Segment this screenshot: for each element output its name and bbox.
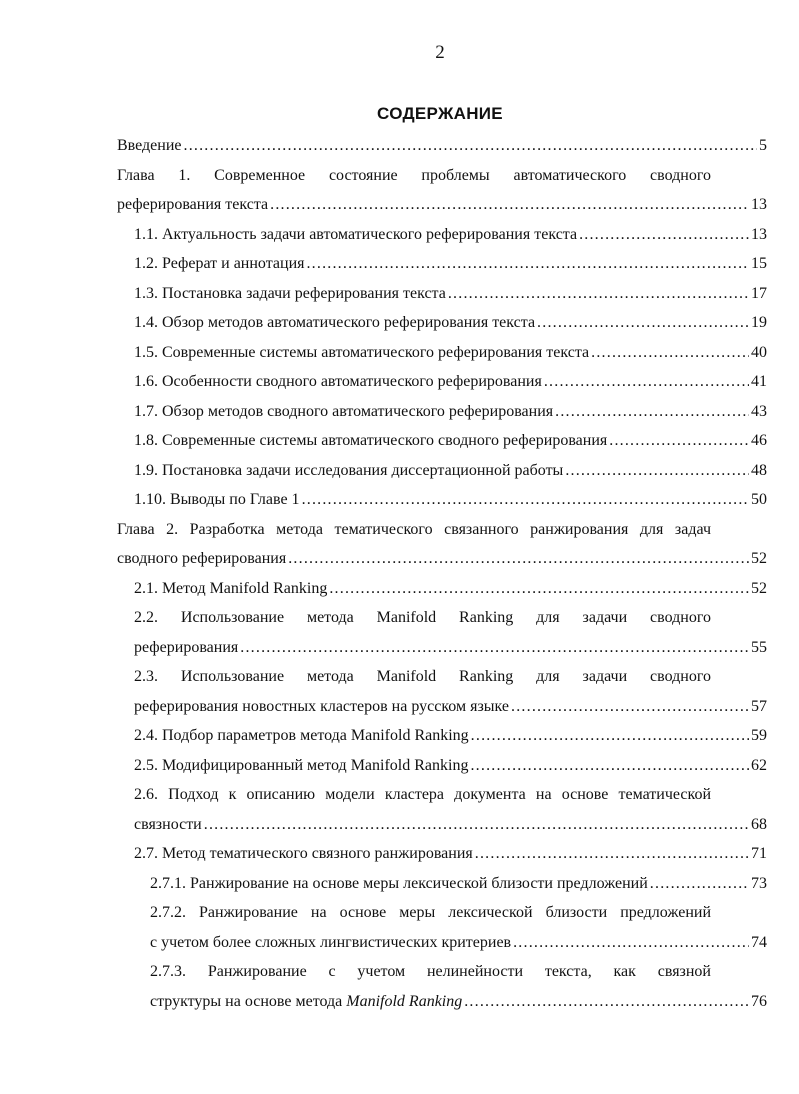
toc-entry-page: 52 <box>751 579 767 597</box>
toc-entry-title: 1.8. Современные системы автоматического сводного реферирования <box>134 432 608 449</box>
toc-entry-2-1 <box>134 574 767 604</box>
toc-entry-page: 19 <box>751 314 767 331</box>
toc-entry-1-1 <box>134 220 767 250</box>
toc-entry-page: 68 <box>751 815 767 833</box>
toc-entry-2-3-line1: 2.3. Использование метода Manifold Ranking для задачи сводного <box>134 668 711 685</box>
toc-entry-title: Введение <box>117 137 182 154</box>
toc-entry-2-3 <box>134 692 767 722</box>
toc-entry-page: 41 <box>751 373 767 390</box>
toc-entry-title <box>150 987 462 1017</box>
toc-entry-title: с учетом более сложных лингвистических критериев <box>150 933 512 951</box>
table-of-contents <box>0 131 799 1016</box>
toc-entry-page: 55 <box>751 638 767 656</box>
toc-entry-1-8 <box>134 426 767 456</box>
toc-entry-page: 57 <box>751 697 767 715</box>
toc-entry-chapter1 <box>117 190 767 220</box>
toc-entry-2-2-line1: 2.2. Использование метода Manifold Ranking для задачи сводного <box>134 609 711 626</box>
toc-entry-title: 1.3. Постановка задачи реферирования текста <box>134 284 446 302</box>
toc-entry-2-7-3-line1: 2.7.3. Ранжирование с учетом нелинейности текста, как связной <box>150 963 711 980</box>
toc-entry-title: 2.4. Подбор параметров метода Manifold Ranking <box>134 727 469 744</box>
toc-entry-title: 1.6. Особенности сводного автоматического реферирования <box>134 373 542 390</box>
toc-entry-2-4 <box>134 721 767 751</box>
toc-entry-title: 1.9. Постановка задачи исследования диссертационной работы <box>134 461 564 479</box>
toc-entry-chapter1-line1: Глава 1. Современное состояние проблемы автоматического сводного <box>117 166 711 184</box>
toc-entry-2-7 <box>134 839 767 869</box>
toc-entry-2-7-3 <box>150 987 767 1017</box>
toc-entry-page: 17 <box>751 284 767 302</box>
toc-entry-2-2 <box>134 633 767 663</box>
toc-entry-2-6 <box>134 810 767 840</box>
toc-entry-2-5 <box>134 751 767 781</box>
toc-entry-introduction <box>117 131 767 161</box>
toc-entry-title: сводного реферирования <box>117 550 287 567</box>
toc-entry-1-6 <box>134 367 767 397</box>
page-number: 2 <box>435 42 445 63</box>
toc-entry-page: 48 <box>751 461 767 479</box>
toc-entry-1-5 <box>134 338 767 368</box>
toc-entry-1-7 <box>134 397 767 427</box>
toc-entry-1-3 <box>134 279 767 309</box>
toc-entry-title-italic: Manifold Ranking <box>346 992 463 1010</box>
toc-entry-page: 62 <box>751 756 767 774</box>
toc-entry-page: 76 <box>751 992 767 1010</box>
toc-entry-page: 15 <box>751 255 767 272</box>
toc-entry-title: реферирования новостных кластеров на русском языке <box>134 697 510 715</box>
toc-entry-title: 1.2. Реферат и аннотация <box>134 255 305 272</box>
toc-entry-title: реферирования <box>134 638 239 656</box>
toc-entry-1-9 <box>134 456 767 486</box>
toc-entry-title: реферирования текста <box>117 196 269 213</box>
toc-entry-1-10 <box>134 485 767 515</box>
toc-entry-page: 50 <box>751 491 767 508</box>
toc-entry-title: связности <box>134 815 202 833</box>
toc-entry-2-7-2 <box>150 928 767 958</box>
toc-entry-page: 52 <box>751 550 767 567</box>
toc-entry-page: 13 <box>751 196 767 213</box>
toc-entry-1-2 <box>134 249 767 279</box>
toc-entry-page: 40 <box>751 343 767 361</box>
toc-entry-title: 1.4. Обзор методов автоматического реферирования текста <box>134 314 536 331</box>
toc-entry-page: 73 <box>751 874 767 892</box>
toc-entry-page: 71 <box>751 845 767 862</box>
toc-entry-title: 1.7. Обзор методов сводного автоматического реферирования <box>134 402 554 420</box>
toc-entry-title: 2.5. Модифицированный метод Manifold Ranking <box>134 756 469 774</box>
toc-entry-2-7-2-line1: 2.7.2. Ранжирование на основе меры лексической близости предложений <box>150 904 711 921</box>
toc-entry-page: 5 <box>759 137 767 154</box>
toc-entry-title: 1.10. Выводы по Главе 1 <box>134 491 300 508</box>
toc-entry-title: 1.5. Современные системы автоматического реферирования текста <box>134 343 590 361</box>
toc-entry-page: 46 <box>751 432 767 449</box>
toc-entry-page: 13 <box>751 225 767 243</box>
toc-entry-title-prefix: структуры на основе метода <box>150 992 347 1010</box>
toc-entry-chapter2 <box>117 544 767 574</box>
toc-entry-page: 59 <box>751 727 767 744</box>
toc-heading: СОДЕРЖАНИЕ <box>377 104 503 123</box>
toc-entry-title: 2.1. Метод Manifold Ranking <box>134 579 328 597</box>
toc-entry-chapter2-line1: Глава 2. Разработка метода тематического связанного ранжирования для задач <box>117 520 711 538</box>
toc-entry-title: 1.1. Актуальность задачи автоматического реферирования текста <box>134 225 578 243</box>
toc-entry-2-7-1 <box>150 869 767 899</box>
toc-entry-page: 43 <box>751 402 767 420</box>
toc-entry-title: 2.7. Метод тематического связного ранжирования <box>134 845 473 862</box>
toc-entry-1-4 <box>134 308 767 338</box>
toc-entry-2-6-line1: 2.6. Подход к описанию модели кластера документа на основе тематической <box>134 786 711 803</box>
toc-entry-title: 2.7.1. Ранжирование на основе меры лексической близости предложений <box>150 874 648 892</box>
toc-entry-page: 74 <box>751 933 767 951</box>
